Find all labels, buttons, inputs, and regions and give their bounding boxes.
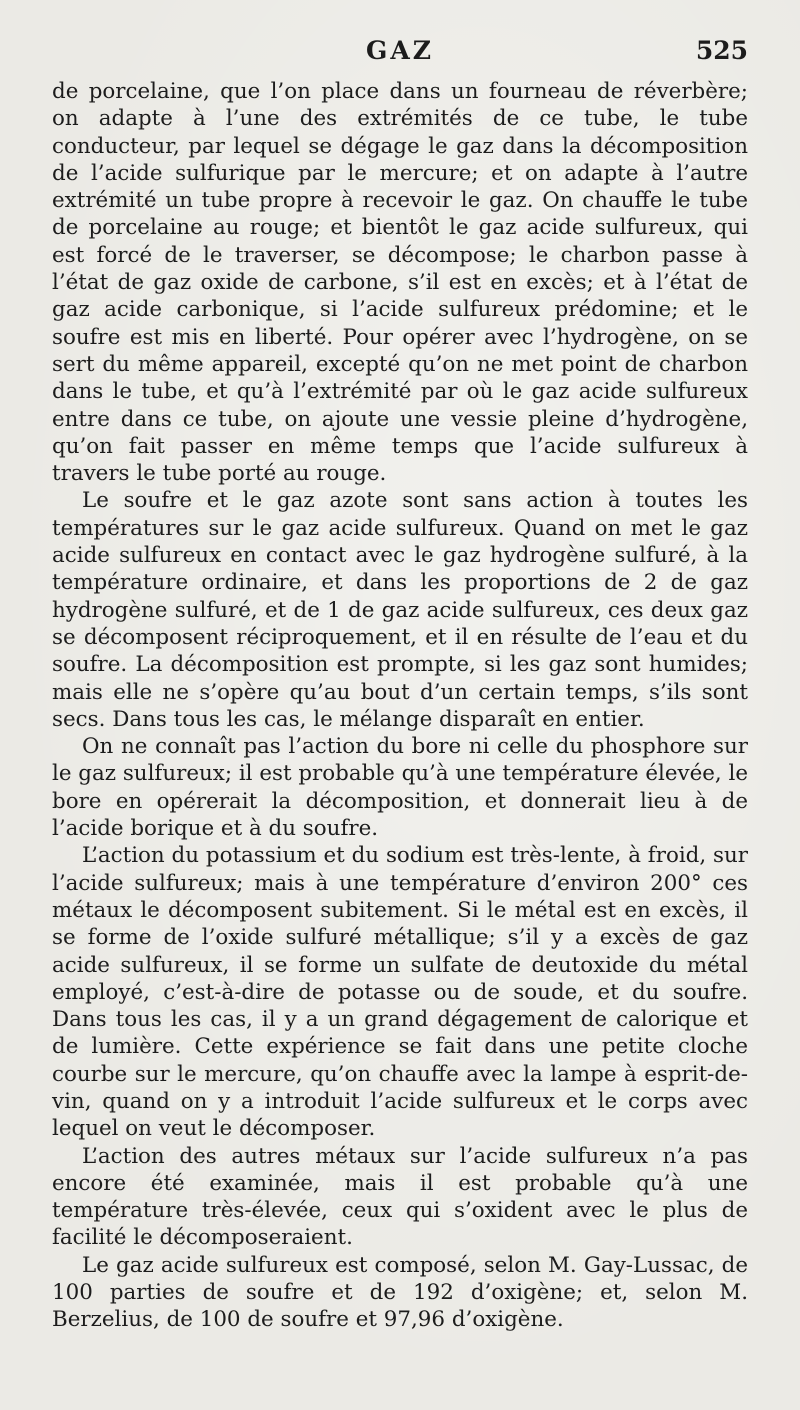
page-header	[52, 36, 748, 78]
body-text	[52, 78, 748, 1334]
paragraph: On ne connaît pas l’action du bore ni celle du phosphore sur le gaz sulfureux; il est probable qu’à une température élevée, le bore en opérerait la décomposition, et donnerait lieu à de l’acide borique et à du soufre.	[52, 734, 748, 842]
running-title: GAZ	[366, 36, 434, 65]
paragraph: Le gaz acide sulfureux est composé, selon M. Gay-Lussac, de 100 parties de soufre et de 192 d’oxigène; et, selon M. Berzelius, de 100 de soufre et 97,96 d’oxigène.	[52, 1252, 748, 1333]
paragraph: Le soufre et le gaz azote sont sans action à toutes les températures sur le gaz acide sulfureux. Quand on met le gaz acide sulfureux en contact avec le gaz hydrogène sulfuré, à la température ordinaire, et dans les proportions de 2 de gaz hydrogène sulfuré, et de 1 de gaz acide sulfureux, ces deux gaz se décomposent réciproquement, et il en résulte de l’eau et du soufre. La décomposition est prompte, si les gaz sont humides; mais elle ne s’opère qu’au bout d’un certain temps, s’ils sont secs. Dans tous les cas, le mélange disparaît en entier.	[52, 488, 748, 732]
page-number: 525	[695, 36, 748, 65]
paragraph: L’action des autres métaux sur l’acide sulfureux n’a pas encore été examinée, mais il est probable qu’à une température très-élevée, ceux qui s’oxident avec le plus de facilité le décomposeraient.	[52, 1143, 748, 1251]
paragraph-continued: de porcelaine, que l’on place dans un fourneau de réverbère; on adapte à l’une des extrémités de ce tube, le tube conducteur, par lequel se dégage le gaz dans la décomposition de l’acide sulfurique par le mercure; et on adapte à l’autre extrémité un tube propre à recevoir le gaz. On chauffe le tube de porcelaine au rouge; et bientôt le gaz acide sulfureux, qui est forcé de le traverser, se décompose; le charbon passe à l’état de gaz oxide de carbone, s’il est en excès; et à l’état de gaz acide carbonique, si l’acide sulfureux prédomine; et le soufre est mis en liberté. Pour opérer avec l’hydrogène, on se sert du même appareil, excepté qu’on ne met point de charbon dans le tube, et qu’à l’extrémité par où le gaz acide sulfureux entre dans ce tube, on ajoute une vessie pleine d’hydrogène, qu’on fait passer en même temps que l’acide sulfureux à travers le tube porté au rouge.	[52, 79, 748, 487]
paragraph: L’action du potassium et du sodium est très-lente, à froid, sur l’acide sulfureux; mais à une température d’environ 200° ces métaux le décomposent subitement. Si le métal est en excès, il se forme de l’oxide sulfuré métallique; s’il y a excès de gaz acide sulfureux, il se forme un sulfate de deutoxide du métal employé, c’est-à-dire de potasse ou de soude, et du soufre. Dans tous les cas, il y a un grand dégagement de calorique et de lumière. Cette expérience se fait dans une petite cloche courbe sur le mercure, qu’on chauffe avec la lampe à esprit-de-vin, quand on y a introduit l’acide sulfureux et le corps avec lequel on veut le décomposer.	[52, 843, 748, 1142]
